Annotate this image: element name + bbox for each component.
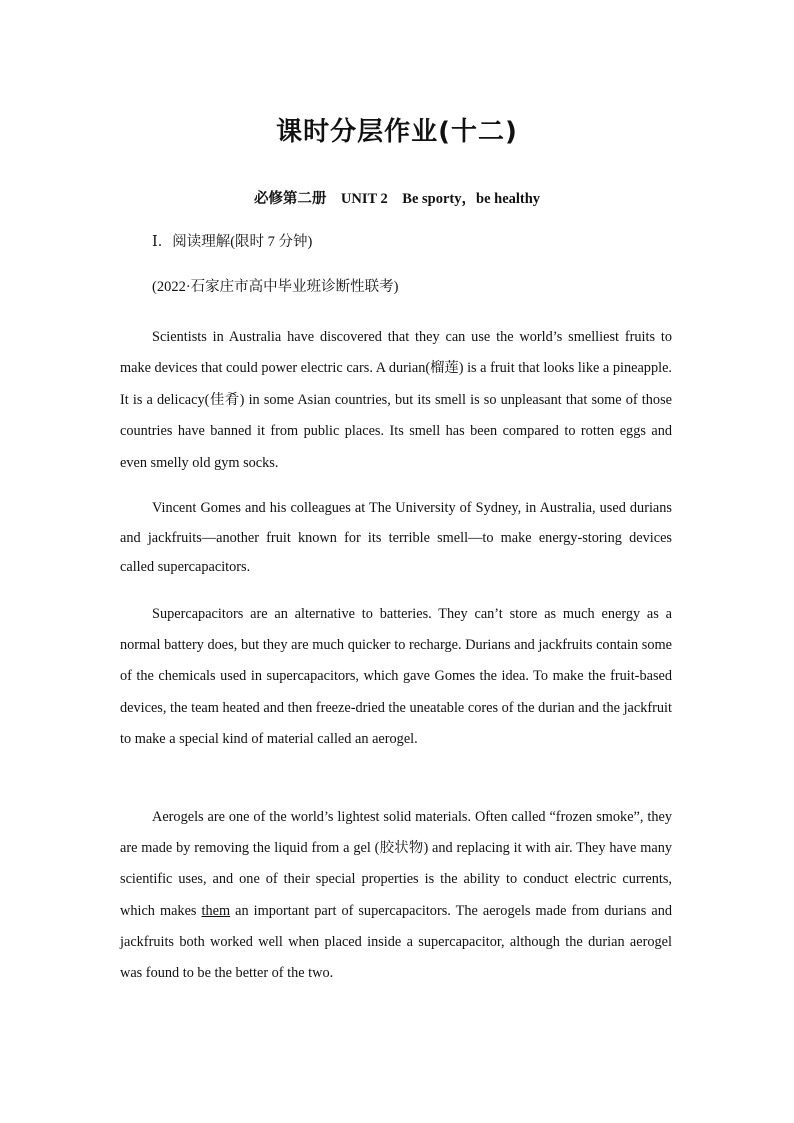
passage-source: (2022·石家庄市高中毕业班诊断性联考): [152, 279, 399, 295]
passage-paragraph-2: [120, 494, 672, 583]
paragraph-text: Supercapacitors are an alternative to batteries. They can’t store as much energy as a normal battery does, but they are much quicker to recharge. Durians and jackfruits contain some of the chemicals used in supercapacitors, which gave Gomes the idea. To make the fruit-based devices, the team heated and then freeze-dried the uneatable cores of the durian and the jackfruit to make a special kind of material called an aerogel.: [120, 606, 672, 747]
underlined-word: them: [201, 902, 231, 919]
paragraph-text-before: Aerogels are one of the world’s lightest solid materials. Often called “frozen smoke”, they are made by removing the liquid from a gel (胶状物) and replacing it with air. They have many scientific uses, and one of their special properties is the ability to conduct electric currents, which makes: [120, 809, 672, 919]
paragraph-text-after: an important part of supercapacitors. The aerogels made from durians and jackfruits both worked well when placed inside a supercapacitor, although the durian aerogel was found to be the better of the two.: [120, 902, 673, 982]
section-heading: Ⅰ．阅读理解(限时 7 分钟): [152, 234, 313, 250]
passage-paragraph-1: [120, 322, 672, 479]
passage-paragraph-3: [120, 599, 672, 755]
paragraph-text: Scientists in Australia have discovered that they can use the world’s smelliest fruits to make devices that could power electric cars. A durian(榴莲) is a fruit that looks like a pineapple. It is a delicacy(佳肴) in some Asian countries, but its smell is so unpleasant that some of those countries have banned it from public places. Its smell has been compared to rotten eggs and even smelly old gym socks.: [120, 329, 672, 471]
passage-paragraph-4: [120, 802, 672, 989]
document-subtitle: 必修第二册 UNIT 2 Be sporty，be healthy: [253, 191, 541, 207]
paragraph-text: Vincent Gomes and his colleagues at The University of Sydney, in Australia, used durians and jackfruits—another fruit known for its terrible smell—to make energy-storing devices called supercapacitors.: [120, 500, 672, 576]
document-title: 课时分层作业(十二): [276, 117, 518, 147]
